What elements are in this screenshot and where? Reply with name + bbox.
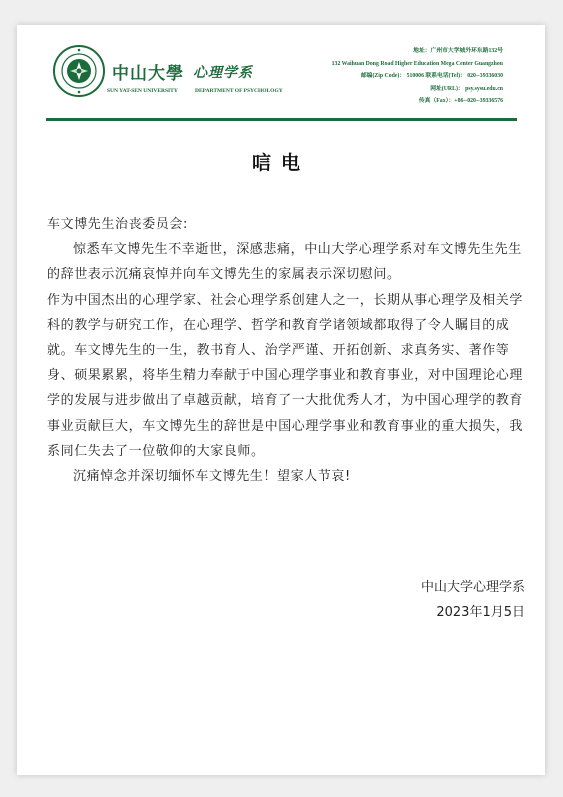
paragraph-closing: 沉痛悼念并深切缅怀车文博先生！望家人节哀!	[73, 469, 351, 485]
letter-body	[47, 212, 525, 489]
signature-date: 2023年1月5日	[436, 605, 525, 620]
university-name-en: SUN YAT-SEN UNIVERSITY	[107, 88, 178, 94]
address-cn: 地址：广州市大学城外环东路132号	[413, 48, 503, 54]
letterhead-divider	[46, 118, 517, 121]
paragraph-achievements: 作为中国杰出的心理学家、社会心理学系创建人之一，长期从事心理学及相关学科的教学与研究工作，在心理学、哲学和教育学诸领域都取得了令人瞩目的成就。车文博先生的一生，教书育人、治学严谨、开拓创新、求真务实、著作等身、硕果累累，将毕生精力奉献于中国心理学事业和教育事业，对中国理论心理学的发展与进步做出了卓越贡献，培育了一大批优秀人才，为中国心理学的教育事业贡献巨大，车文博先生的辞世是中国心理学事业和教育事业的重大损失，我系同仁失去了一位敬仰的大家良师。	[47, 292, 524, 459]
salutation: 车文博先生治丧委员会:	[47, 217, 188, 232]
zip-phone: 邮编(Zip Code)： 510006 联系电话(Tel)： 020--39336030	[360, 73, 503, 79]
signature-org: 中山大学心理学系	[420, 580, 525, 595]
document-title: 唁电	[251, 152, 310, 174]
department-name-cn: 心理学系	[193, 65, 253, 81]
address-en: 132 Waihuan Dong Road Higher Education Mega Center Guangzhou	[331, 60, 503, 67]
paragraph-condolence: 惊悉车文博先生不幸逝世，深感悲痛，中山大学心理学系对车文博先生先生的辞世表示沉痛哀悼并向车文博先生的家属表示深切慰问。	[47, 242, 522, 283]
fax: 传真（Fax）：+86--020--39336576	[418, 98, 503, 104]
signature-block	[325, 575, 525, 625]
website: 网址(URL)： psy.sysu.edu.cn	[430, 85, 503, 92]
contact-block	[332, 45, 503, 108]
department-name-en: DEPARTMENT OF PSYCHOLOGY	[195, 88, 283, 94]
university-seal-logo	[53, 45, 105, 97]
letter-page	[17, 25, 545, 775]
university-name-cn: 中山大學	[112, 64, 184, 84]
